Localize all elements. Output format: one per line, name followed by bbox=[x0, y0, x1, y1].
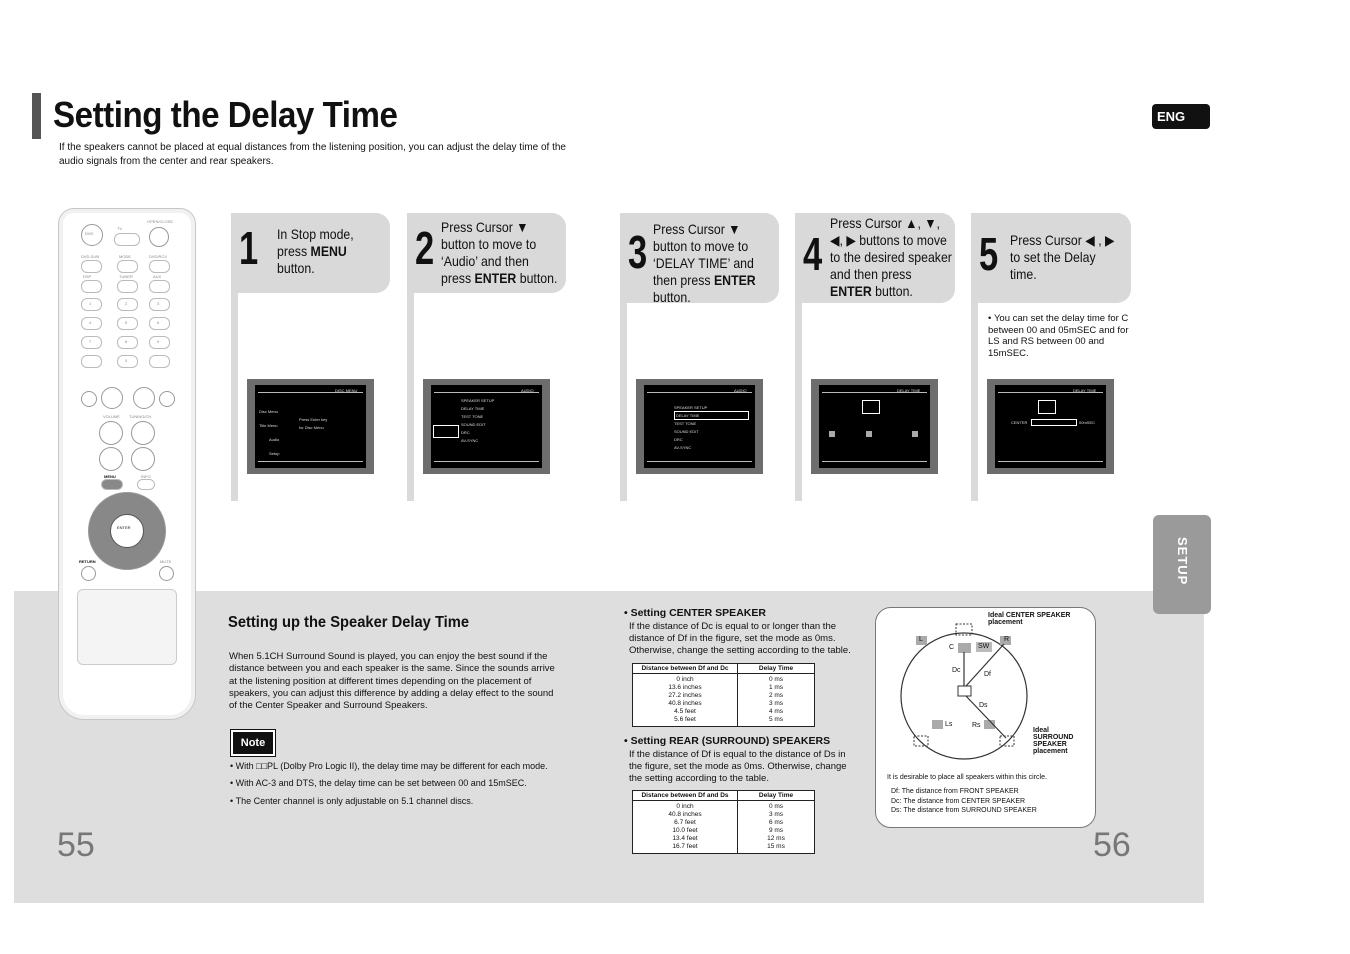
mute-button bbox=[159, 566, 174, 581]
page-title: Setting the Delay Time bbox=[53, 94, 398, 135]
osd-tab: DISC MENU bbox=[335, 388, 358, 393]
setup-tab-label: SETUP bbox=[1175, 537, 1190, 586]
remote-key-7: 7 bbox=[81, 336, 102, 349]
table-cell: 13.4 feet bbox=[633, 835, 738, 843]
note-item: • The Center channel is only adjustable on 5.1 channel discs. bbox=[230, 796, 474, 806]
channel-up-button bbox=[131, 421, 155, 445]
osd-screen bbox=[995, 385, 1106, 468]
step-instruction: Press Cursor ▼ button to move to ‘Audio’ and then press ENTER button. bbox=[441, 219, 558, 286]
table-cell: 6.7 feet bbox=[633, 819, 738, 827]
remote-control-illustration bbox=[58, 208, 196, 720]
label-sw: SW bbox=[978, 643, 990, 650]
center-speaker-body: If the distance of Dc is equal to or longer than the distance of Df in the figure, set the mode as 0ms. Otherwise, change the setting according to the table. bbox=[629, 621, 851, 656]
center-speaker-heading: • Setting CENTER SPEAKER bbox=[624, 607, 766, 619]
label-l: L bbox=[919, 636, 923, 643]
table-cell: 1 ms bbox=[738, 684, 815, 692]
tv-dvd-button bbox=[114, 233, 140, 246]
intro-text: If the speakers cannot be placed at equal distances from the listening position, you can adjust the delay time of the audio signals from the center and rear speakers. bbox=[59, 142, 566, 167]
osd-channel-label: CENTER bbox=[1011, 420, 1028, 425]
label-df: Df bbox=[984, 671, 991, 678]
osd-menu-item: Setup bbox=[269, 451, 280, 456]
table-cell: 6 ms bbox=[738, 819, 815, 827]
osd-audio-item: DRC bbox=[461, 430, 470, 435]
table-cell: 15 ms bbox=[738, 843, 815, 854]
step-rail bbox=[971, 303, 978, 501]
step-rail bbox=[620, 303, 627, 501]
osd-tab: AUDIO bbox=[521, 388, 534, 393]
remote-key-8: 8 bbox=[117, 336, 138, 349]
ideal-surround-caption: Ideal SURROUND SPEAKER placement bbox=[1033, 727, 1074, 755]
osd-screen bbox=[644, 385, 755, 468]
remote-label-dvd-rcv: DVD/RCV bbox=[149, 254, 168, 259]
remote-key-6: 6 bbox=[149, 317, 170, 330]
remote-key-0: 0 bbox=[117, 355, 138, 368]
title-accent-bar bbox=[32, 93, 41, 139]
note-item: • With AC-3 and DTS, the delay time can be set between 00 and 15mSEC. bbox=[230, 778, 527, 788]
legend-df: Df: The distance from FRONT SPEAKER bbox=[891, 788, 1019, 795]
circle-note: It is desirable to place all speakers within this circle. bbox=[887, 774, 1047, 781]
skip-back-button bbox=[81, 391, 97, 407]
table-header: Delay Time bbox=[738, 791, 815, 801]
table-cell: 9 ms bbox=[738, 827, 815, 835]
note-item: • With □□PL (Dolby Pro Logic II), the delay time may be different for each mode. bbox=[230, 761, 548, 771]
table-cell: 0 ms bbox=[738, 801, 815, 812]
osd-menu-item: Title Menu bbox=[259, 423, 278, 428]
rear-speaker-body: If the distance of Df is equal to the distance of Ds in the figure, set the mode as 0ms. Otherwise, change the setting according to the table. bbox=[629, 749, 847, 784]
table-cell: 5.6 feet bbox=[633, 716, 738, 727]
remote-label-volume: VOLUME bbox=[103, 414, 120, 419]
step-2-screen bbox=[423, 379, 550, 474]
step-number: 4 bbox=[803, 228, 821, 280]
osd-audio-item: TEST TONE bbox=[674, 421, 697, 426]
step-5-note: • You can set the delay time for C between 00 and 05mSEC and for LS and RS between 00 and 15mSEC. bbox=[988, 313, 1129, 359]
osd-audio-item: SOUND EDIT bbox=[461, 422, 486, 427]
osd-delay-slider bbox=[1031, 419, 1077, 426]
table-cell: 27.2 inches bbox=[633, 692, 738, 700]
volume-down-button bbox=[99, 447, 123, 471]
step-5-screen bbox=[987, 379, 1114, 474]
step-number: 3 bbox=[628, 226, 646, 278]
label-c: C bbox=[949, 644, 955, 651]
osd-screen bbox=[255, 385, 366, 468]
remote-key-3: 3 bbox=[149, 298, 170, 311]
table-row bbox=[633, 700, 815, 708]
osd-tab: DELAY TIME bbox=[897, 388, 921, 393]
table-row bbox=[633, 716, 815, 727]
section-heading: Setting up the Speaker Delay Time bbox=[228, 614, 470, 631]
skip-forward-button bbox=[159, 391, 175, 407]
table-cell: 2 ms bbox=[738, 692, 815, 700]
step-instruction: Press Cursor ▲, ▼, ◀, ▶ buttons to move to the desired speaker and then press ENTER button. bbox=[830, 215, 952, 299]
table-cell: 4 ms bbox=[738, 708, 815, 716]
table-cell: 3 ms bbox=[738, 811, 815, 819]
osd-listener bbox=[866, 431, 872, 437]
table-row bbox=[633, 708, 815, 716]
legend-dc: Dc: The distance from CENTER SPEAKER bbox=[891, 798, 1026, 805]
note-label: Note bbox=[231, 730, 275, 756]
table-header: Delay Time bbox=[738, 664, 815, 674]
remote-key bbox=[117, 280, 138, 293]
remote-key-9: 9 bbox=[149, 336, 170, 349]
osd-audio-item: DELAY TIME bbox=[461, 406, 485, 411]
eject-button bbox=[149, 227, 169, 247]
remote-label-enter: ENTER bbox=[117, 525, 131, 530]
osd-selection-box bbox=[433, 425, 459, 438]
remote-label-open-close: OPEN/CLOSE bbox=[147, 219, 174, 224]
remote-label-dvd-sub: DVD-SUB bbox=[81, 254, 100, 259]
step-instruction: Press Cursor ▼ button to move to ‘DELAY TIME’ and then press ENTER button. bbox=[653, 221, 756, 305]
remote-label-info: INFO bbox=[141, 474, 151, 479]
table-row bbox=[633, 674, 815, 685]
page-number-left: 55 bbox=[57, 826, 95, 864]
step-number: 2 bbox=[415, 222, 433, 274]
remote-label-dvd: DVD bbox=[85, 231, 94, 236]
table-row bbox=[633, 835, 815, 843]
rear-delay-table bbox=[632, 790, 815, 854]
osd-menu-item: Audio bbox=[269, 437, 280, 442]
label-rs: Rs bbox=[972, 722, 981, 729]
lower-key-panel bbox=[77, 589, 177, 665]
rear-speaker-heading: • Setting REAR (SURROUND) SPEAKERS bbox=[624, 735, 831, 747]
step-rail bbox=[231, 293, 238, 501]
step-4-screen bbox=[811, 379, 938, 474]
osd-speaker-ls bbox=[829, 431, 835, 437]
label-ds: Ds bbox=[979, 702, 988, 709]
remote-label-tuner: TUNER bbox=[119, 274, 133, 279]
speaker-c-icon bbox=[958, 643, 971, 653]
table-row bbox=[633, 801, 815, 812]
table-cell: 5 ms bbox=[738, 716, 815, 727]
menu-button bbox=[101, 479, 123, 490]
remote-key bbox=[81, 280, 102, 293]
step-1-screen bbox=[247, 379, 374, 474]
speaker-ls-icon bbox=[932, 720, 943, 729]
table-cell: 40.8 inches bbox=[633, 811, 738, 819]
table-cell: 4.5 feet bbox=[633, 708, 738, 716]
listener-icon bbox=[958, 686, 971, 696]
remote-key bbox=[149, 355, 170, 368]
table-row bbox=[633, 843, 815, 854]
table-cell: 12 ms bbox=[738, 835, 815, 843]
table-row bbox=[633, 827, 815, 835]
language-badge: ENG bbox=[1152, 104, 1210, 129]
remote-key-1: 1 bbox=[81, 298, 102, 311]
enter-button bbox=[110, 514, 144, 548]
speaker-placement-diagram bbox=[875, 607, 1096, 828]
osd-audio-item: TEST TONE bbox=[461, 414, 484, 419]
stop-button bbox=[101, 387, 123, 409]
legend-ds: Ds: The distance from SURROUND SPEAKER bbox=[891, 807, 1037, 814]
volume-up-button bbox=[99, 421, 123, 445]
table-row bbox=[633, 684, 815, 692]
osd-audio-item: SPEAKER SETUP bbox=[461, 398, 495, 403]
remote-label-menu: MENU bbox=[104, 474, 116, 479]
osd-audio-item: SPEAKER SETUP bbox=[674, 405, 708, 410]
remote-label-mute: MUTE bbox=[160, 559, 172, 564]
remote-key bbox=[117, 260, 138, 273]
remote-key bbox=[81, 355, 102, 368]
osd-center-speaker bbox=[1038, 400, 1056, 414]
osd-tab: AUDIO bbox=[734, 388, 747, 393]
table-cell: 3 ms bbox=[738, 700, 815, 708]
table-cell: 16.7 feet bbox=[633, 843, 738, 854]
section-body: When 5.1CH Surround Sound is played, you can enjoy the best sound if the distance between you and each speaker is the same. Since the sounds arrive at the listening position at different times depending on the placement of speakers, you can adjust this difference by adding a delay effect to the sound of the Center Speaker and Surround Speakers. bbox=[229, 651, 555, 712]
osd-message: Press Enter key bbox=[299, 417, 328, 422]
label-r: R bbox=[1004, 636, 1010, 643]
step-3-screen bbox=[636, 379, 763, 474]
info-button bbox=[137, 479, 155, 490]
play-pause-button bbox=[133, 387, 155, 409]
remote-key-4: 4 bbox=[81, 317, 102, 330]
table-cell: 13.6 inches bbox=[633, 684, 738, 692]
setup-section-tab bbox=[1153, 515, 1211, 614]
osd-audio-item: AV-SYNC bbox=[461, 438, 479, 443]
step-instruction: In Stop mode, press MENU button. bbox=[277, 226, 354, 276]
remote-key-2: 2 bbox=[117, 298, 138, 311]
osd-audio-item: SOUND EDIT bbox=[674, 429, 699, 434]
osd-message: for Disc Menu bbox=[299, 425, 324, 430]
step-number: 1 bbox=[239, 222, 257, 274]
remote-label-aux: AUX bbox=[153, 274, 162, 279]
page-number-right: 56 bbox=[1093, 826, 1131, 864]
remote-key bbox=[149, 280, 170, 293]
ideal-center-caption: Ideal CENTER SPEAKER placement bbox=[988, 612, 1071, 626]
remote-label-mode: MODE bbox=[119, 254, 131, 259]
osd-delay-value: 00mSEC bbox=[1079, 420, 1096, 425]
table-cell: 0 inch bbox=[633, 801, 738, 812]
osd-screen bbox=[819, 385, 930, 468]
osd-audio-item: AV-SYNC bbox=[674, 445, 692, 450]
table-cell: 10.0 feet bbox=[633, 827, 738, 835]
osd-screen bbox=[431, 385, 542, 468]
osd-center-speaker bbox=[862, 400, 880, 414]
step-number: 5 bbox=[979, 228, 997, 280]
remote-key bbox=[149, 260, 170, 273]
step-rail bbox=[407, 293, 414, 501]
remote-label-tv: TV bbox=[117, 226, 123, 231]
osd-audio-item: DRC bbox=[674, 437, 683, 442]
table-row bbox=[633, 692, 815, 700]
remote-key-5: 5 bbox=[117, 317, 138, 330]
osd-menu-item: Disc Menu bbox=[259, 409, 278, 414]
osd-audio-item: DELAY TIME bbox=[676, 413, 700, 418]
table-row bbox=[633, 811, 815, 819]
osd-speaker-rs bbox=[912, 431, 918, 437]
label-dc: Dc bbox=[952, 667, 961, 674]
channel-down-button bbox=[131, 447, 155, 471]
remote-label-dsp: DSP bbox=[83, 274, 92, 279]
osd-tab: DELAY TIME bbox=[1073, 388, 1097, 393]
table-cell: 40.8 inches bbox=[633, 700, 738, 708]
table-cell: 0 ms bbox=[738, 674, 815, 685]
label-ls: Ls bbox=[945, 721, 953, 728]
remote-label-return: RETURN bbox=[79, 559, 96, 564]
table-header: Distance between Df and Ds bbox=[633, 791, 738, 801]
remote-key bbox=[81, 260, 102, 273]
table-row bbox=[633, 819, 815, 827]
step-instruction: Press Cursor ◀ , ▶ to set the Delay time. bbox=[1010, 232, 1115, 282]
center-delay-table bbox=[632, 663, 815, 727]
remote-label-tuning: TUNING/CH bbox=[129, 414, 152, 419]
table-cell: 0 inch bbox=[633, 674, 738, 685]
step-rail bbox=[795, 303, 802, 501]
table-header: Distance between Df and Dc bbox=[633, 664, 738, 674]
return-button bbox=[81, 566, 96, 581]
